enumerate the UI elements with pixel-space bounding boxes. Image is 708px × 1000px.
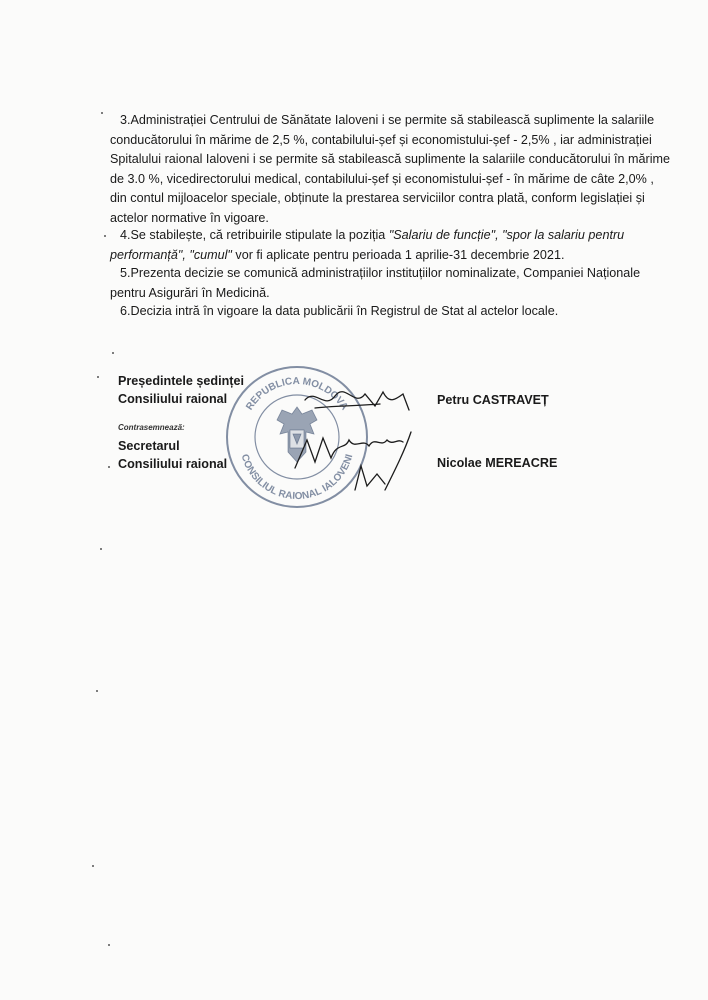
- scan-speck: [101, 112, 103, 114]
- scan-speck: [108, 466, 110, 468]
- secretary-title-line2: Consiliului raional: [118, 457, 228, 471]
- secretary-title-line1: Secretarul: [118, 439, 180, 453]
- scan-speck: [92, 865, 94, 867]
- countersign-label: Contrasemnează:: [118, 423, 185, 432]
- paragraph-5: 5.Prezenta decizie se comunică administrațiilor instituțiilor nominalizate, Companiei Naționale pentru Asigurări în Medicină.: [110, 266, 641, 300]
- paragraph-4-start: 4.Se stabilește, că retribuirile stipulate la poziția: [120, 228, 389, 242]
- scan-speck: [112, 352, 114, 354]
- secretary-name: Nicolae MEREACRE: [437, 456, 558, 470]
- handwritten-signatures: [285, 380, 435, 500]
- paragraph-3: 3.Administrației Centrului de Sănătate Ialoveni i se permite să stabilească suplimente la salariile conducătorului în mărime de 2,5 %, contabilului-șef și economistului-șef - 2,5% , iar administrației Spitalului raional Ialoveni i se permite să stabilească suplimente la salariile conducătorului în mărime de 3.0 %, vicedirectorului medical, contabilului-șef și economistului-șef - în mărime de câte 2,0% , din contul mijloacelor speciale, obținute la prestarea serviciilor contra plată, conform legislației și actelor normative în vigoare.: [110, 113, 671, 225]
- paragraph-4: [110, 226, 670, 265]
- scan-speck: [108, 944, 110, 946]
- scan-speck: [100, 548, 102, 550]
- president-title-line2: Consiliului raional: [118, 392, 228, 406]
- president-title-line1: Președintele ședinței: [118, 374, 244, 388]
- scan-speck: [97, 376, 99, 378]
- paragraph-4-italic: "Salariu de funcție", "spor la salariu pentru performanță", "cumul": [110, 228, 625, 262]
- scan-speck: [104, 235, 106, 237]
- president-name: Petru CASTRAVEȚ: [437, 393, 549, 407]
- svg-text:CONSILIUL RAIONAL IALOVENI: CONSILIUL RAIONAL IALOVENI: [238, 452, 356, 503]
- svg-text:REPUBLICA MOLDOVA: REPUBLICA MOLDOVA: [244, 375, 350, 413]
- paragraph-4-end: vor fi aplicate pentru perioada 1 aprilie-31 decembrie 2021.: [231, 247, 565, 262]
- scan-speck: [96, 690, 98, 692]
- paragraph-6: 6.Decizia intră în vigoare la data publicării în Registrul de Stat al actelor locale.: [120, 304, 559, 318]
